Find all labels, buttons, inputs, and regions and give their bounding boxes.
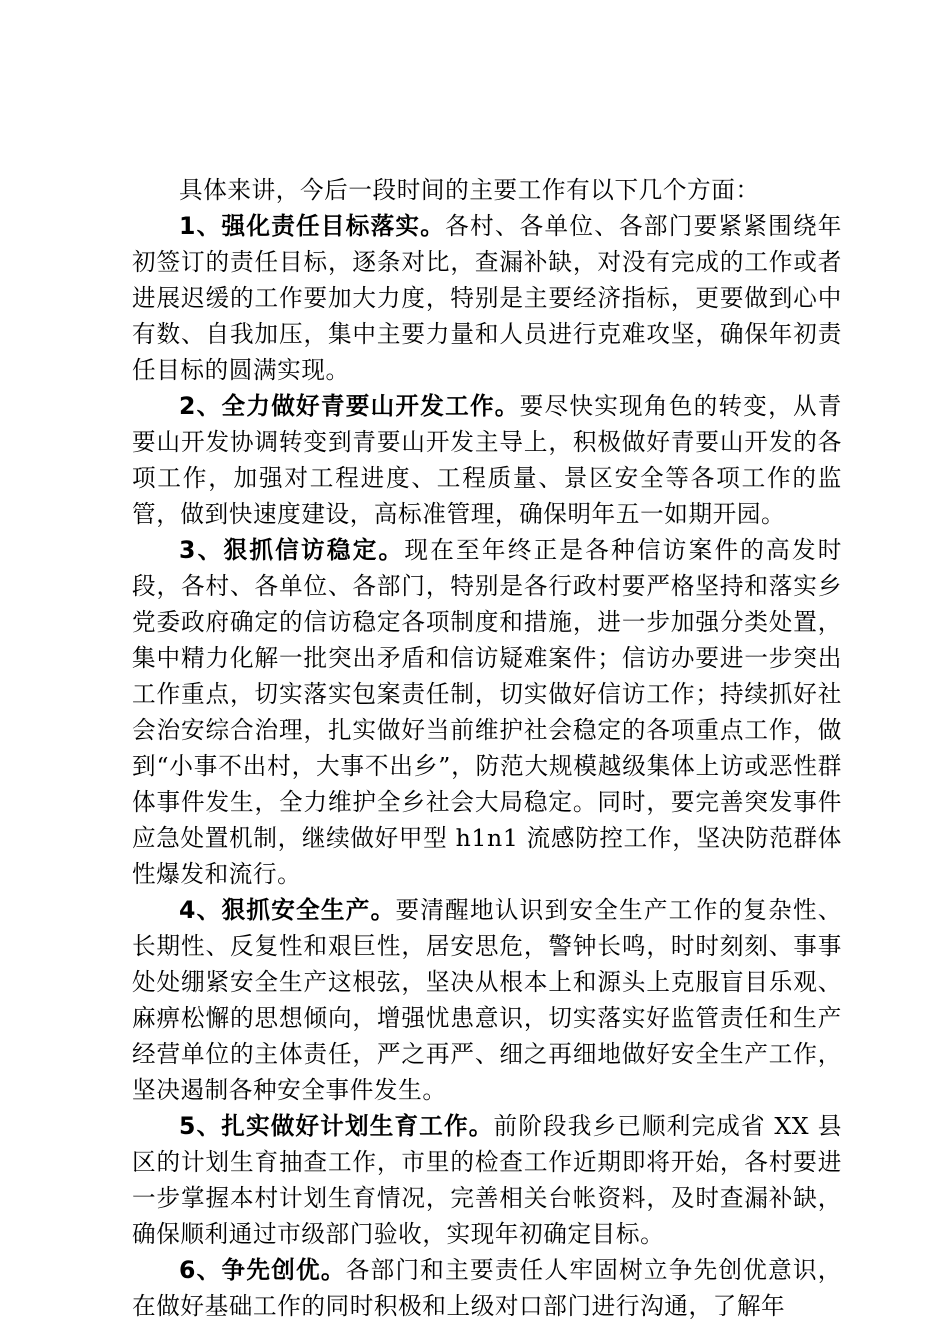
intro-paragraph	[132, 172, 842, 208]
item-paragraph-1	[132, 208, 842, 388]
item-paragraph-6	[132, 1252, 842, 1324]
item-paragraph-5	[132, 1108, 842, 1252]
document-body	[132, 172, 842, 1324]
item-body-6: 各部门和主要责任人牢固树立争先创优意识，在做好基础工作的同时积极和上级对口部门进行沟通，了解年	[132, 1256, 843, 1320]
item-heading-1: 1、强化责任目标落实。	[179, 212, 446, 240]
item-body-3: 现在至年终正是各种信访案件的高发时段，各村、各单位、各部门，特别是各行政村要严格坚持和落实乡党委政府确定的信访稳定各项制度和措施，进一步加强分类处置，集中精力化解一批突出矛盾和信访疑难案件；信访办要进一步突出工作重点，切实落实包案责任制，切实做好信访工作；持续抓好社会治安综合治理，扎实做好当前维护社会稳定的各项重点工作，做到“小事不出村，大事不出乡”，防范大规模越级集体上访或恶性群体事件发生，全力维护全乡社会大局稳定。同时，要完善突发事件应急处置机制，继续做好甲型 h1n1 流感防控工作，坚决防范群体性爆发和流行。	[132, 536, 842, 888]
item-heading-4: 4、狠抓安全生产。	[179, 896, 396, 924]
item-heading-5: 5、扎实做好计划生育工作。	[179, 1112, 494, 1140]
item-body-1: 各村、各单位、各部门要紧紧围绕年初签订的责任目标，逐条对比，查漏补缺，对没有完成的工作或者进展迟缓的工作要加大力度，特别是主要经济指标，更要做到心中有数、自我加压，集中主要力量和人员进行克难攻坚，确保年初责任目标的圆满实现。	[132, 212, 842, 384]
item-body-2: 要尽快实现角色的转变，从青要山开发协调转变到青要山开发主导上，积极做好青要山开发的各项工作，加强对工程进度、工程质量、景区安全等各项工作的监管，做到快速度建设，高标准管理，确保明年五一如期开园。	[132, 392, 842, 528]
intro-text: 具体来讲，今后一段时间的主要工作有以下几个方面：	[179, 176, 760, 204]
item-body-4: 要清醒地认识到安全生产工作的复杂性、长期性、反复性和艰巨性，居安思危，警钟长鸣，时时刻刻、事事处处绷紧安全生产这根弦，坚决从根本上和源头上克服盲目乐观、麻痹松懈的思想倾向，增强忧患意识，切实落实好监管责任和生产经营单位的主体责任，严之再严、细之再细地做好安全生产工作，坚决遏制各种安全事件发生。	[132, 896, 842, 1104]
item-heading-6: 6、争先创优。	[179, 1256, 346, 1284]
item-paragraph-3	[132, 532, 842, 892]
item-body-5: 前阶段我乡已顺利完成省 XX 县区的计划生育抽查工作，市里的检查工作近期即将开始，各村要进一步掌握本村计划生育情况，完善相关台帐资料，及时查漏补缺，确保顺利通过市级部门验收，实现年初确定目标。	[132, 1112, 842, 1248]
item-paragraph-2	[132, 388, 842, 532]
item-heading-3: 3、狠抓信访稳定。	[179, 536, 405, 564]
item-heading-2: 2、全力做好青要山开发工作。	[179, 392, 520, 420]
item-paragraph-4	[132, 892, 842, 1108]
